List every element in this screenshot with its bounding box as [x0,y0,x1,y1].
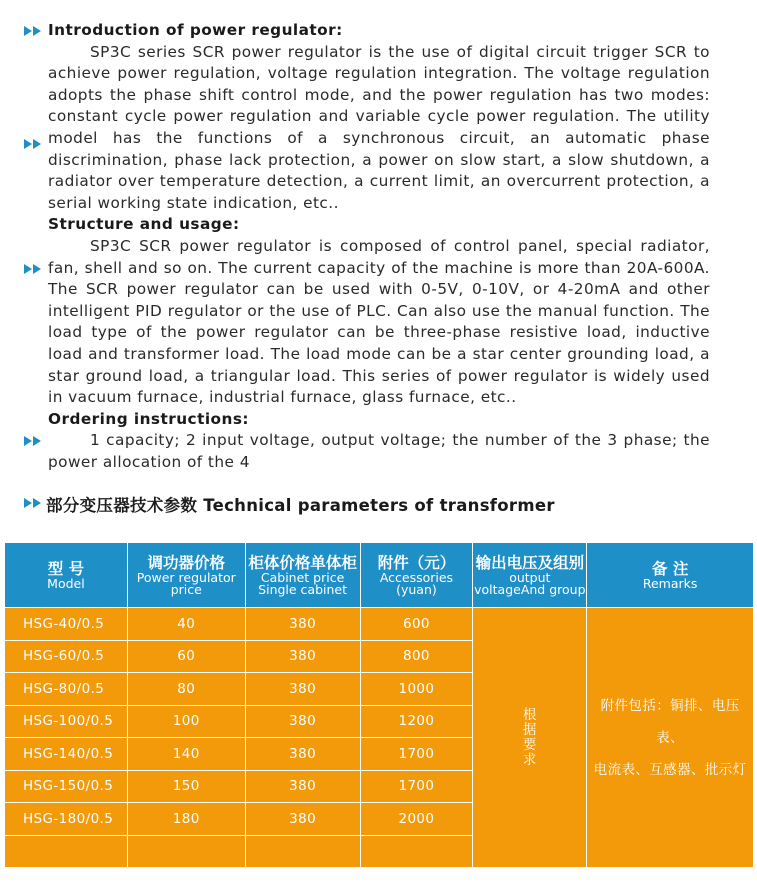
cell-power: 140 [127,738,245,771]
cell-model: HSG-60/0.5 [5,640,128,673]
intro-heading: Introduction of power regulator: [48,21,343,39]
structure-paragraph: SP3C SCR power regulator is composed of control panel, special radiator, fan, shell and so on. The current capacity of the machine is more than 20A-600A. The SCR power regulator can be used with 0-5V, 0-10V, or 4-20mA and other intelligent PID regulator or the use of PLC. Can also use the manual function. The load type of the power regulator can be three-phase resistive load, inductive load and transformer load. The load mode can be a star center grounding load, a star ground load, a triangular load. This series of power regulator is widely used in vacuum furnace, industrial furnace, glass furnace, etc.. [48,236,710,407]
cell-accessories: 1000 [360,673,473,706]
cell-power: 100 [127,705,245,738]
header-power-price: 调功器价格 Power regulator price [127,543,245,608]
cell-power [127,835,245,868]
double-arrow-bullet-icon [24,264,46,274]
cell-cabinet: 380 [245,770,360,803]
cell-power: 80 [127,673,245,706]
double-arrow-bullet-icon [24,26,46,36]
cell-accessories [360,835,473,868]
cell-accessories: 800 [360,640,473,673]
cell-cabinet: 380 [245,738,360,771]
double-arrow-bullet-icon [24,498,46,508]
cell-cabinet: 380 [245,705,360,738]
cell-model: HSG-80/0.5 [5,673,128,706]
cell-cabinet [245,835,360,868]
cell-cabinet: 380 [245,673,360,706]
cell-remarks-merged: 附件包括：铜排、电压表、 电流表、互感器、批示灯 [587,608,754,868]
table-header-row [5,543,754,608]
table-row [5,608,754,641]
cell-cabinet: 380 [245,608,360,641]
ordering-paragraph: 1 capacity; 2 input voltage, output voltage; the number of the 3 phase; the power allocation of the 4 [48,431,710,471]
cell-accessories: 2000 [360,803,473,836]
header-output: 输出电压及组别 output voltageAnd group [473,543,587,608]
intro-paragraph: SP3C series SCR power regulator is the use of digital circuit trigger SCR to achieve power regulation, voltage regulation integration. The voltage regulation adopts the phase shift control mode, and the power regulation has two modes: constant cycle power regulation and variable cycle power regulation. The utility model has the functions of a synchronous circuit, an automatic phase discrimination, phase lack protection, a power on slow start, a slow shutdown, a radiator over temperature detection, a current limit, an overcurrent protection, a serial working state indication, etc.. [48,42,710,212]
double-arrow-bullet-icon [24,436,46,446]
header-cabinet-price: 柜体价格单体柜 Cabinet price Single cabinet [245,543,360,608]
header-accessories: 附件（元） Accessories (yuan) [360,543,473,608]
cell-output-merged: 根据要求 [473,608,587,868]
cell-power: 150 [127,770,245,803]
table-section-title: 部分变压器技术参数 Technical parameters of transformer [46,496,555,515]
structure-heading: Structure and usage: [48,215,240,234]
cell-power: 180 [127,803,245,836]
double-arrow-bullet-icon [24,139,46,149]
cell-model: HSG-150/0.5 [5,770,128,803]
cell-cabinet: 380 [245,640,360,673]
cell-model: HSG-180/0.5 [5,803,128,836]
header-model: 型 号 Model [5,543,128,608]
header-remarks: 备 注 Remarks [587,543,754,608]
cell-model: HSG-100/0.5 [5,705,128,738]
cell-cabinet: 380 [245,803,360,836]
cell-model: HSG-40/0.5 [5,608,128,641]
cell-power: 60 [127,640,245,673]
document-body [48,20,710,473]
cell-accessories: 1200 [360,705,473,738]
cell-accessories: 600 [360,608,473,641]
cell-power: 40 [127,608,245,641]
cell-accessories: 1700 [360,770,473,803]
cell-model [5,835,128,868]
parameters-table [4,542,754,868]
ordering-heading: Ordering instructions: [48,409,249,428]
cell-accessories: 1700 [360,738,473,771]
cell-model: HSG-140/0.5 [5,738,128,771]
